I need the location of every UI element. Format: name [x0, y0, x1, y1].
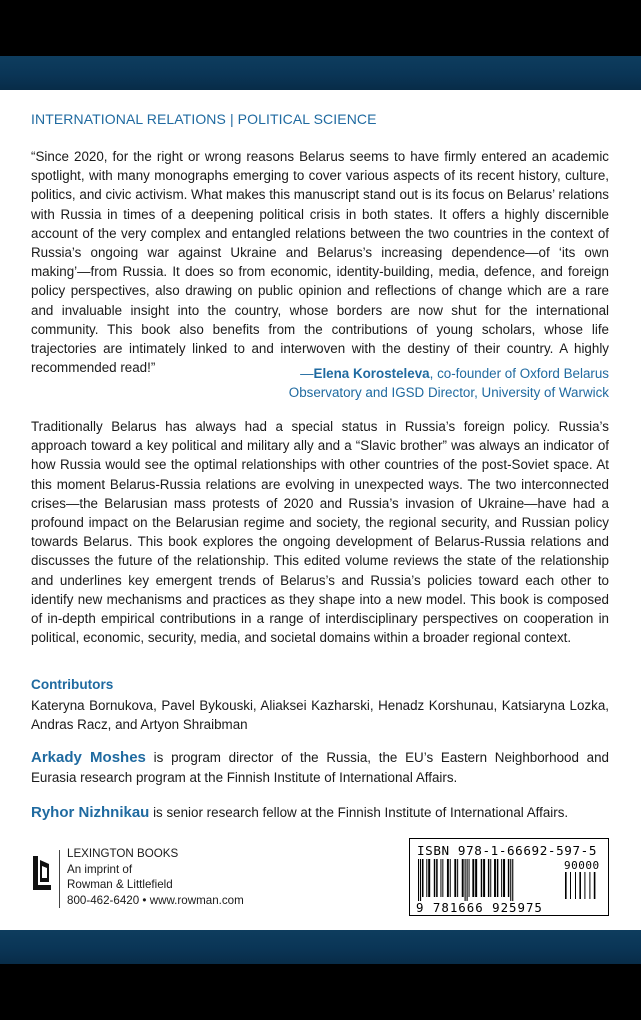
- price-bar: [570, 872, 571, 899]
- barcode-guard-bar: [510, 859, 511, 901]
- barcode-bar: [488, 859, 489, 897]
- book-description: Traditionally Belarus has always had a special status in Russia’s foreign policy. Russia’s approach toward a key political and military ally and a “Slavic brother” was always an indicator of how Russia would see the optimal relationships with other countries of the post-Soviet space. At this moment Belarus-Russia relations are evolving in unexpected ways. The two interconnected crises—the Belarusian mass protests of 2020 and Russia’s invasion of Ukraine—have had a profound impact on the Belarusian regime and society, the regional security, and Russian policy towards Belarus. This book explores the ongoing development of Belarus-Russia relations and discusses the future of the relationship. This edited volume reviews the state of the relationship and underlines key emergent trends of Belarus’s and Russia’s policies toward each other to identify new mechanisms and practices as they shape into a new model. This book is composed of in-depth empirical contributions in a range of interdisciplinary perspectives on cooperation in political, economic, security, media, and societal domains within a broader regional context.: [31, 419, 609, 646]
- endorsement-quote: “Since 2020, for the right or wrong reasons Belarus seems to have firmly entered an academic spotlight, with many monographs emerging to cover various aspects of its recent history, culture, politics, and civic activism. What makes this manuscript stand out is its focus on Belarus’ relations with Russia in times of a deepening political crisis in both states. It offers a highly discernible account of the very complex and entangled relations between the two countries in the context of Russia’s ongoing war against Ukraine and Belarus’s increasing dependence—of ‘its own making’—from Russia. It does so from economic, identity-building, media, defence, and foreign policy perspectives, also drawing on public opinion and reflections of change which are a rare and invaluable insight into the country, whose borders are now shut for the international community. This book also benefits from the contributions of young scholars, whose life trajectories are intimately linked to and interwoven with the destiny of their country. A highly recommended read!”: [31, 149, 609, 376]
- barcode-bar: [497, 859, 499, 897]
- publisher-imprint-2: Rowman & Littlefield: [67, 878, 173, 892]
- barcode-bar: [469, 859, 470, 897]
- publisher-contact: 800-462-6420 • www.rowman.com: [67, 893, 244, 907]
- barcode-guard-bar: [465, 859, 466, 901]
- price-bar: [575, 872, 576, 899]
- barcode-bar: [434, 859, 435, 897]
- lexington-books-logo-icon: [31, 854, 53, 892]
- endorser-affiliation-1: , co-founder of Oxford Belarus: [429, 366, 609, 381]
- barcode-box: [409, 838, 609, 916]
- barcode-bar: [462, 859, 464, 897]
- category-label: INTERNATIONAL RELATIONS | POLITICAL SCIENCE: [31, 111, 377, 127]
- barcode-bar: [454, 859, 456, 897]
- price-barcode: [564, 872, 602, 901]
- barcode-guard-bar: [467, 859, 468, 901]
- ean-barcode: [416, 859, 558, 901]
- bottom-black-border: [0, 964, 641, 1020]
- barcode-guard-bar: [512, 859, 513, 901]
- publisher-imprint-1: An imprint of: [67, 862, 133, 876]
- publisher-name: LEXINGTON BOOKS: [67, 847, 179, 860]
- barcode-bar: [508, 859, 509, 897]
- barcode-bar: [457, 859, 458, 897]
- barcode-bar: [472, 859, 474, 897]
- isbn-text: ISBN 978-1-66692-597-5: [417, 843, 598, 858]
- top-navy-band: [0, 56, 641, 90]
- price-bar: [589, 872, 590, 899]
- barcode-bar: [447, 859, 449, 897]
- contributors-list: Kateryna Bornukova, Pavel Bykouski, Aliaksei Kazharski, Henadz Korshunau, Katsiaryna Lozka, Andras Racz, and Artyon Shraibman: [31, 698, 609, 733]
- barcode-bar: [440, 859, 441, 897]
- price-code: 90000: [564, 859, 600, 872]
- publisher-text: [67, 846, 244, 908]
- price-bar: [565, 872, 567, 899]
- barcode-bar: [428, 859, 430, 897]
- barcode-bar: [475, 859, 477, 897]
- barcode-bar: [494, 859, 496, 897]
- contributors-heading: Contributors: [31, 677, 114, 692]
- barcode-guard-bar: [420, 859, 421, 901]
- endorser-affiliation-2: Observatory and IGSD Director, University of Warwick: [288, 385, 609, 400]
- barcode-digits: 9 781666 925975: [416, 900, 543, 915]
- editor-bio-1: [31, 748, 609, 787]
- barcode-bar: [501, 859, 502, 897]
- barcode-bar: [490, 859, 491, 897]
- editor-name-1: Arkady Moshes: [31, 749, 146, 766]
- bottom-navy-band: [0, 930, 641, 964]
- barcode-bar: [436, 859, 438, 897]
- price-bar: [579, 872, 581, 899]
- attribution-dash: —: [300, 366, 314, 381]
- barcode-guard-bar: [418, 859, 419, 901]
- barcode-bar: [481, 859, 482, 897]
- barcode-bar: [483, 859, 485, 897]
- editor-bio-2: [31, 803, 621, 823]
- barcode-bar: [426, 859, 427, 897]
- barcode-bar: [442, 859, 443, 897]
- endorser-name: Elena Korosteleva: [313, 366, 430, 381]
- barcode-bar: [503, 859, 505, 897]
- barcode-bar: [422, 859, 424, 897]
- top-black-border: [0, 0, 641, 56]
- publisher-divider: [59, 850, 60, 908]
- endorsement-attribution: [31, 364, 609, 402]
- price-bar: [584, 872, 585, 899]
- price-bar: [594, 872, 596, 899]
- publisher-block: [31, 846, 311, 908]
- editor-name-2: Ryhor Nizhnikau: [31, 804, 150, 821]
- editor-bio-text-2: is senior research fellow at the Finnish Institute of International Affairs.: [149, 805, 569, 820]
- editor-bio-text-1: is program director of the Russia, the EU’s Eastern Neighborhood and Eurasia research program at the Finnish Institute of International Affairs.: [31, 750, 609, 785]
- barcode-bar: [450, 859, 451, 897]
